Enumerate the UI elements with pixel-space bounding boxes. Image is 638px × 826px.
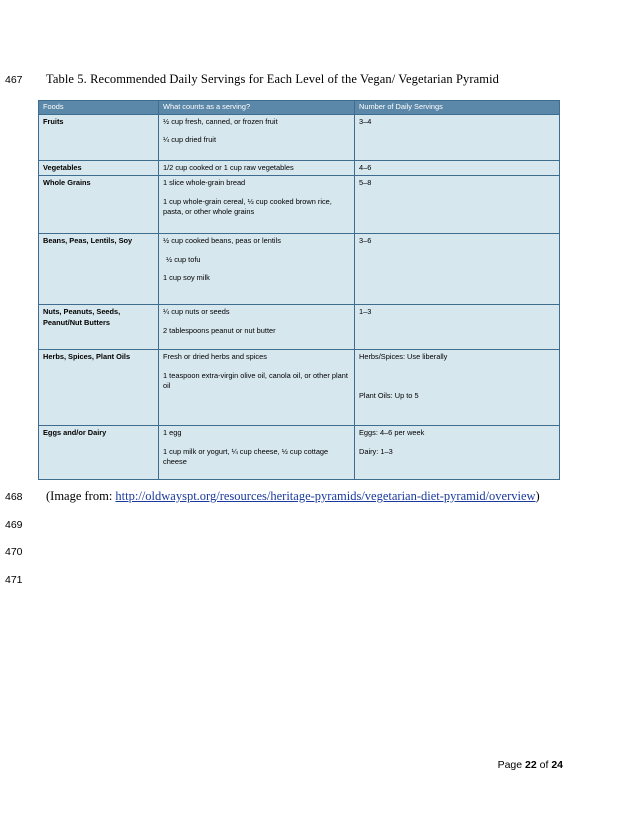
food-cell: Nuts, Peanuts, Seeds, Peanut/Nut Butters bbox=[39, 305, 159, 350]
table-caption: Table 5. Recommended Daily Servings for Each Level of the Vegan/ Vegetarian Pyramid bbox=[46, 72, 500, 86]
source-link[interactable]: http://oldwayspt.org/resources/heritage-pyramids/vegetarian-diet-pyramid/overview bbox=[115, 489, 536, 503]
table-row bbox=[39, 305, 560, 350]
daily-servings-cell: Eggs: 4–6 per week Dairy: 1–3 bbox=[355, 426, 560, 480]
servings-table bbox=[38, 100, 560, 480]
table-row bbox=[39, 350, 560, 426]
food-cell: Beans, Peas, Lentils, Soy bbox=[39, 234, 159, 305]
line-number-467: 467 bbox=[5, 74, 23, 86]
column-header-foods: Foods bbox=[39, 101, 159, 115]
table-row bbox=[39, 176, 560, 234]
daily-servings-cell: 3–4 bbox=[355, 114, 560, 160]
source-prefix: (Image from: bbox=[46, 489, 116, 503]
table-header-row bbox=[39, 101, 560, 115]
line-number-470: 470 bbox=[5, 546, 23, 558]
table-row bbox=[39, 160, 560, 176]
serving-cell: ½ cup fresh, canned, or frozen fruit ¼ cup dried fruit bbox=[159, 114, 355, 160]
food-cell: Whole Grains bbox=[39, 176, 159, 234]
source-suffix: ) bbox=[535, 489, 540, 503]
column-header-serving: What counts as a serving? bbox=[159, 101, 355, 115]
daily-servings-cell: 3–6 bbox=[355, 234, 560, 305]
total-pages: 24 bbox=[551, 759, 563, 771]
serving-cell: ½ cup cooked beans, peas or lentils ½ cup tofu 1 cup soy milk bbox=[159, 234, 355, 305]
page-label: Page bbox=[497, 759, 523, 771]
table-row bbox=[39, 426, 560, 480]
image-source-note bbox=[46, 489, 540, 504]
food-cell: Herbs, Spices, Plant Oils bbox=[39, 350, 159, 426]
food-cell: Vegetables bbox=[39, 160, 159, 176]
table-row bbox=[39, 234, 560, 305]
serving-cell: 1/2 cup cooked or 1 cup raw vegetables bbox=[159, 160, 355, 176]
food-cell: Eggs and/or Dairy bbox=[39, 426, 159, 480]
food-cell: Fruits bbox=[39, 114, 159, 160]
serving-cell: Fresh or dried herbs and spices 1 teaspoon extra-virgin olive oil, canola oil, or other plant oil bbox=[159, 350, 355, 426]
serving-cell: ¼ cup nuts or seeds 2 tablespoons peanut or nut butter bbox=[159, 305, 355, 350]
of-label: of bbox=[539, 759, 549, 771]
page-footer bbox=[498, 759, 563, 771]
serving-cell: 1 slice whole-grain bread 1 cup whole-grain cereal, ½ cup cooked brown rice, pasta, or other whole grains bbox=[159, 176, 355, 234]
table-row bbox=[39, 114, 560, 160]
line-number-469: 469 bbox=[5, 519, 23, 531]
daily-servings-cell: Herbs/Spices: Use liberally Plant Oils: Up to 5 bbox=[355, 350, 560, 426]
daily-servings-cell: 4–6 bbox=[355, 160, 560, 176]
page-number: 22 bbox=[525, 759, 537, 771]
daily-servings-cell: 5–8 bbox=[355, 176, 560, 234]
line-number-468: 468 bbox=[5, 491, 23, 503]
line-number-471: 471 bbox=[5, 574, 23, 586]
daily-servings-cell: 1–3 bbox=[355, 305, 560, 350]
serving-cell: 1 egg 1 cup milk or yogurt, ¼ cup cheese, ½ cup cottage cheese bbox=[159, 426, 355, 480]
column-header-daily-servings: Number of Daily Servings bbox=[355, 101, 560, 115]
